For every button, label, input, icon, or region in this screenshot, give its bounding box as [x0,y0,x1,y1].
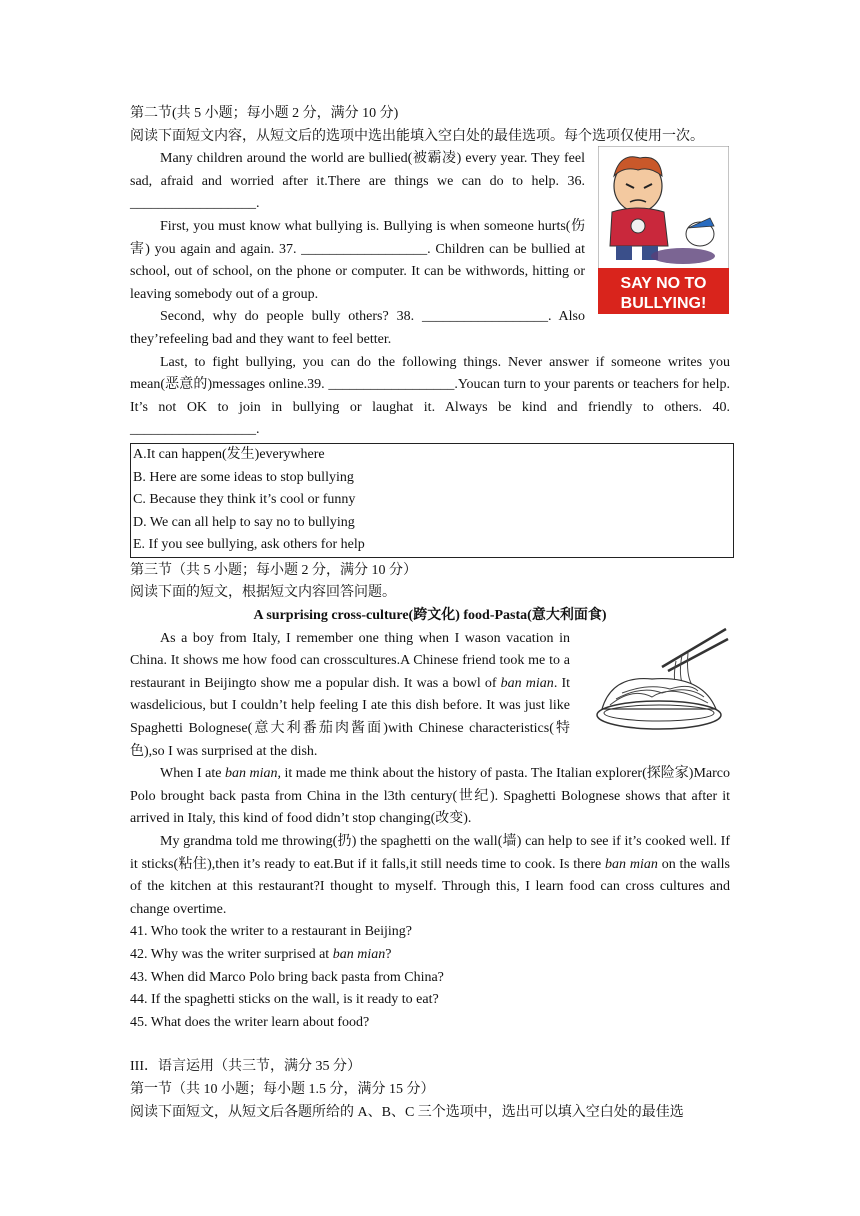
options-box [130,443,734,558]
s2-paragraph-3: Second, why do people bully others? 38. __________________. Also they’refeeling bad and they want to feel better. [130,309,585,347]
question-45: 45. What does the writer learn about food? [130,1014,370,1030]
option-c: C. Because they think it’s cool or funny [133,492,356,508]
s3-paragraph-3: My grandma told me throwing(扔) the spaghetti on the wall(墙) can help to see if it’s cooked well. If it sticks(粘住),then it’s ready to eat.But if it falls,it still needs time to cook. Is there ban mian on the walls of the kitchen at this restaurant?I thought to myself. Through this, I learn food can cross cultures and change overtime. [130,834,730,917]
s3-paragraph-1: As a boy from Italy, I remember one thing when I wason vacation in China. It shows me how food can crosscultures.A Chinese friend took me to a restaurant in Beijingto show me a popular dish. It was a bowl of ban mian. It wasdelicious, but I couldn’t help feeling I ate this dish before. It was just like Spaghetti Bolognese(意大利番茄肉酱面)with Chinese characteristics(特色),so I was surprised at the dish. [130,630,571,759]
option-e: E. If you see bullying, ask others for help [133,537,365,553]
question-41: 41. Who took the writer to a restaurant in Beijing? [130,924,413,940]
part3-heading: III．语言运用（共三节，满分 35 分） [130,1059,361,1075]
section2-instruction: 阅读下面短文内容，从短文后的选项中选出能填入空白处的最佳选项。每个选项仅使用一次。 [130,128,704,144]
part3-instruction: 阅读下面短文，从短文后各题所给的 A、B、C 三个选项中，选出可以填入空白处的最佳选 [130,1104,684,1120]
option-d: D. We can all help to say no to bullying [133,514,355,530]
option-b: B. Here are some ideas to stop bullying [133,469,354,485]
section2-heading: 第二节(共 5 小题；每小题 2 分，满分 10 分) [130,106,399,121]
section3-heading: 第三节（共 5 小题；每小题 2 分，满分 10 分） [130,562,417,578]
question-43: 43. When did Marco Polo bring back pasta from China? [130,969,444,985]
s3-paragraph-2: When I ate ban mian, it made me think about the history of pasta. The Italian explorer(探险家)Marco Polo brought back pasta from China in the l3th century(世纪). Spaghetti Bolognese shows that after it arrived in Italy, this kind of food didn’t stop changing(改变). [130,766,730,827]
s2-paragraph-4: Last, to fight bullying, you can do the following things. Never answer if someone writes you mean(恶意的)messages online.39. __________________.Youcan turn to your parents or teachers for help. It’s not OK to join in bullying or laughat it. Always be kind and friendly to others. 40. __________________. [130,354,730,438]
poster-text-2: BULLYING! [620,295,707,312]
poster-text-1: SAY NO TO [620,275,707,292]
question-44: 44. If the spaghetti sticks on the wall, is it ready to eat? [130,992,439,1008]
s2-paragraph-1: Many children around the world are bullied(被霸凌) every year. They feel sad, afraid and worried after it.There are things we can do to help. 36. __________________. [130,151,585,212]
document-body [130,103,730,1124]
question-42: 42. Why was the writer surprised at ban mian? [130,946,392,962]
article-title: A surprising cross-culture(跨文化) food-Pasta(意大利面食) [253,608,607,624]
s2-paragraph-2: First, you must know what bullying is. Bullying is when someone hurts(伤害) you again and again. 37. __________________. Children can be bullied at school, out of school, on the phone or computer. It can be withwords, hitting or leaving somebody out of a group. [130,218,585,302]
part3-subheading: 第一节（共 10 小题；每小题 1.5 分，满分 15 分） [130,1081,435,1097]
section3-instruction: 阅读下面的短文，根据短文内容回答问题。 [130,585,396,601]
option-a: A.It can happen(发生)everywhere [133,446,325,462]
